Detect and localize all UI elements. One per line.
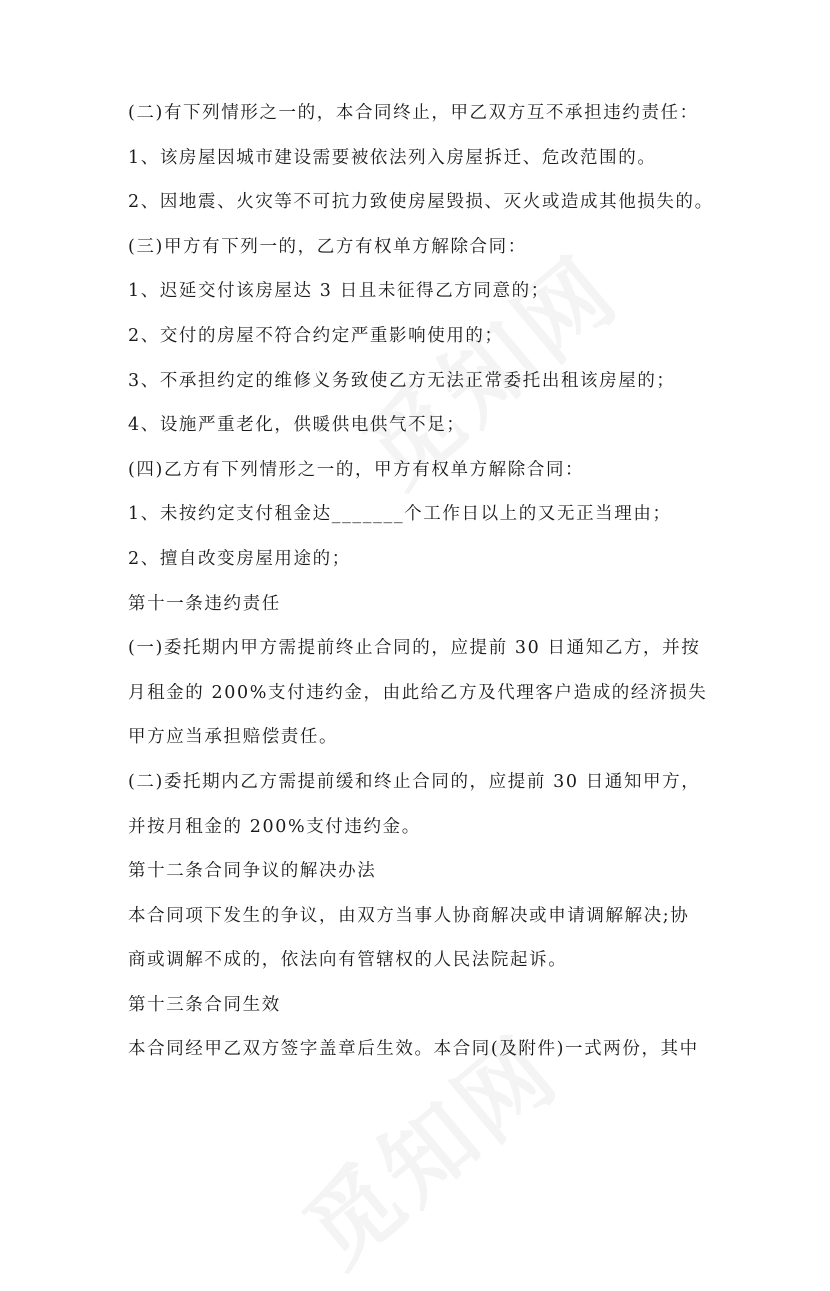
paragraph-line: 月租金的 200%支付违约金，由此给乙方及代理客户造成的经济损失 bbox=[128, 682, 708, 703]
paragraph-line: 1、未按约定支付租金达_______个工作日以上的又无正当理由； bbox=[128, 504, 672, 525]
clause-4-heading: (四)乙方有下列情形之一的，甲方有权单方解除合同： bbox=[128, 459, 585, 480]
paragraph-line: 2、交付的房屋不符合约定严重影响使用的； bbox=[128, 325, 504, 346]
paragraph-line: 2、擅自改变房屋用途的； bbox=[128, 548, 351, 569]
paragraph-line: 甲方应当承担赔偿责任。 bbox=[128, 727, 339, 748]
paragraph-line: 并按月租金的 200%支付违约金。 bbox=[128, 816, 421, 837]
clause-2-heading: (二)有下列情形之一的，本合同终止，甲乙双方互不承担违约责任： bbox=[128, 103, 699, 123]
paragraph-line: (二)委托期内乙方需提前缓和终止合同的，应提前 30 日通知甲方， bbox=[128, 771, 701, 792]
article-12-title: 第十二条合同争议的解决办法 bbox=[128, 861, 377, 882]
paragraph-line: 商或调解不成的，依法向有管辖权的人民法院起诉。 bbox=[128, 950, 568, 971]
document-body bbox=[128, 103, 718, 1084]
article-11-title: 第十一条违约责任 bbox=[128, 593, 281, 614]
paragraph-line: 本合同项下发生的争议，由双方当事人协商解决或申请调解解决;协 bbox=[128, 905, 690, 926]
article-13-title: 第十三条合同生效 bbox=[128, 994, 281, 1015]
paragraph-line: 3、不承担约定的维修义务致使乙方无法正常委托出租该房屋的； bbox=[128, 370, 676, 391]
paragraph-line: 1、迟延交付该房屋达 3 日且未征得乙方同意的； bbox=[128, 281, 550, 302]
paragraph-line: 本合同经甲乙双方签字盖章后生效。本合同(及附件)一式两份，其中 bbox=[128, 1039, 699, 1060]
clause-3-heading: (三)甲方有下列一的，乙方有权单方解除合同： bbox=[128, 236, 527, 257]
paragraph-line: 1、该房屋因城市建设需要被依法列入房屋拆迁、危改范围的。 bbox=[128, 147, 657, 168]
paragraph-line: 2、因地震、火灾等不可抗力致使房屋毁损、灭火或造成其他损失的。 bbox=[128, 192, 714, 213]
paragraph-line: 4、设施严重老化，供暖供电供气不足； bbox=[128, 415, 466, 436]
paragraph-line: (一)委托期内甲方需提前终止合同的，应提前 30 日通知乙方，并按 bbox=[128, 638, 701, 659]
